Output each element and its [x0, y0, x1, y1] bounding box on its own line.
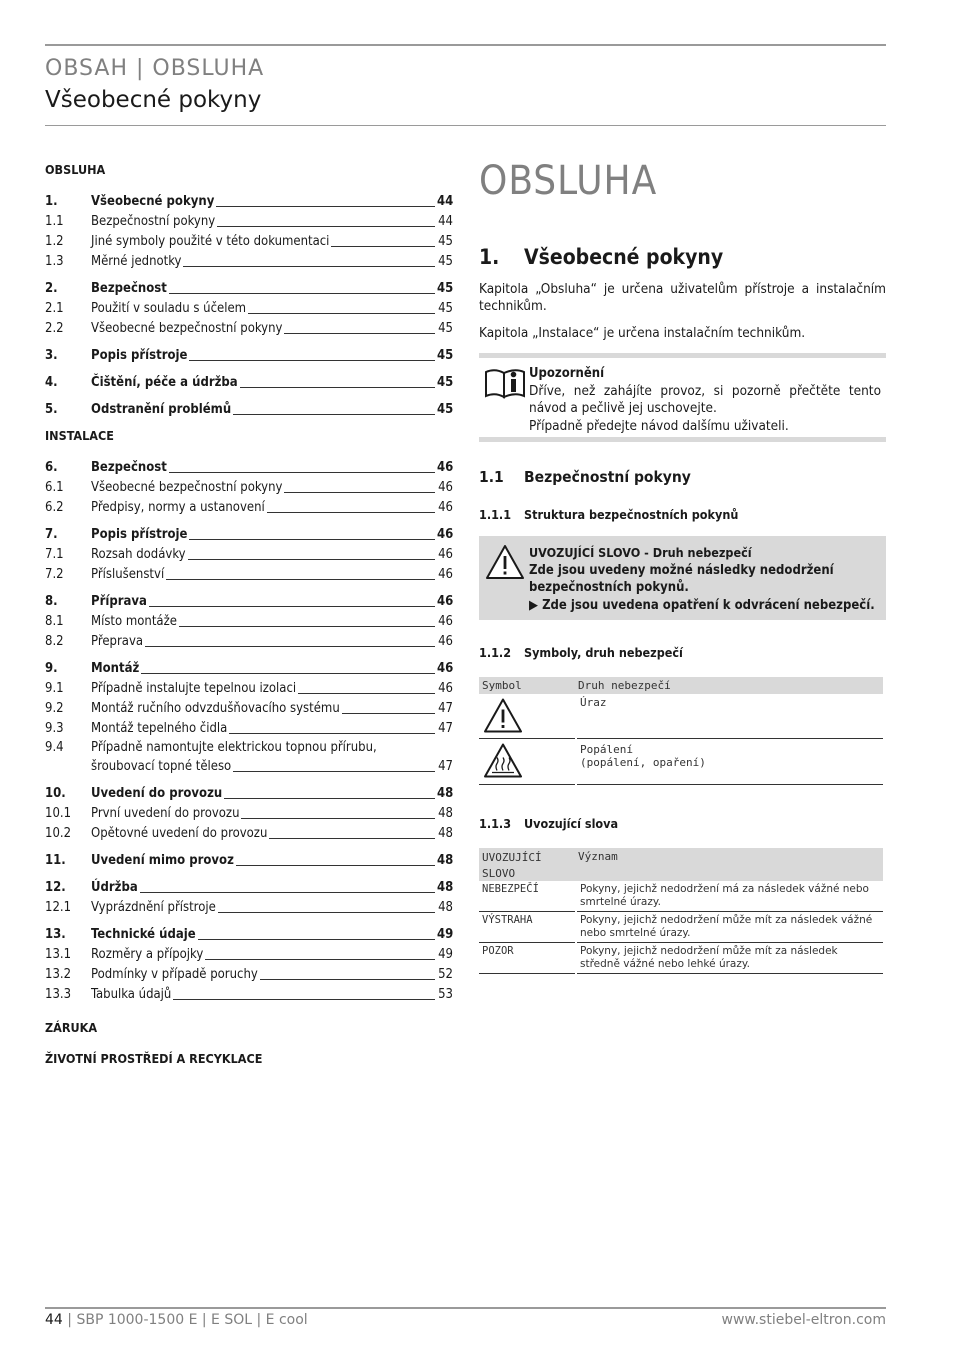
toc-leader — [166, 579, 435, 580]
toc-number: 10.2 — [45, 826, 72, 841]
toc-number: 10. — [45, 786, 66, 801]
toc-leader — [248, 313, 435, 314]
table-row — [479, 739, 883, 785]
toc-page: 46 — [437, 661, 454, 676]
toc-leader — [284, 492, 435, 493]
toc-entry[interactable] — [45, 497, 453, 517]
toc-title: Případně instalujte tepelnou izolaci — [91, 681, 297, 696]
toc-number: 8.1 — [45, 614, 64, 629]
toc-page: 45 — [438, 234, 453, 249]
toc-entry[interactable] — [45, 591, 453, 611]
toc-leader — [183, 266, 435, 267]
toc-leader — [269, 838, 435, 839]
heading-text: Uvozující slova — [524, 816, 619, 831]
toc-number: 13.1 — [45, 947, 72, 962]
hazard-text: Úraz — [580, 696, 607, 709]
table-cell — [577, 694, 883, 739]
toc-leader — [218, 912, 435, 913]
toc-page: 46 — [438, 681, 453, 696]
toc-title: Použití v souladu s účelem — [91, 301, 247, 316]
toc-entry[interactable] — [45, 984, 453, 1004]
toc-number: 9.2 — [45, 701, 64, 716]
toc-number: 11. — [45, 853, 66, 868]
toc-leader — [224, 798, 435, 799]
toc-entry[interactable] — [45, 524, 453, 544]
toc-page: 53 — [438, 987, 453, 1002]
warning-triangle-icon — [485, 544, 525, 580]
toc-leader — [169, 472, 435, 473]
toc-page: 46 — [437, 527, 454, 542]
book-info-icon — [483, 366, 527, 400]
toc-leader — [217, 226, 435, 227]
toc-entry[interactable] — [45, 211, 453, 231]
table-header-cell: Symbol — [482, 679, 522, 692]
toc-entry[interactable] — [45, 738, 453, 776]
toc-title: Čištění, péče a údržba — [91, 375, 238, 390]
toc-title: Opětovné uvedení do provozu — [91, 826, 268, 841]
toc-number: 8.2 — [45, 634, 64, 649]
toc-number: 1.3 — [45, 254, 64, 269]
footer-left — [45, 1312, 308, 1328]
header-line: SLOVO — [482, 867, 516, 880]
signal-word: POZOR — [479, 943, 575, 974]
toc-number: 12.1 — [45, 900, 72, 915]
toc-title: Montáž — [91, 661, 140, 676]
toc-title: Popis přístroje — [91, 348, 188, 363]
toc-title: Bezpečnost — [91, 281, 167, 296]
toc-number: 6. — [45, 460, 58, 475]
heading-number: 1.1 — [479, 468, 504, 486]
toc-number: 8. — [45, 594, 58, 609]
toc-entry[interactable] — [45, 251, 453, 271]
table-header — [479, 848, 883, 881]
toc-entry[interactable] — [45, 877, 453, 897]
table-row — [479, 881, 883, 912]
toc-leader — [233, 771, 435, 772]
chapter-title: OBSLUHA — [479, 158, 658, 204]
toc-entry[interactable] — [45, 345, 453, 365]
heading-3-signal-words — [479, 816, 618, 831]
toc-page: 47 — [438, 721, 453, 736]
toc-leader — [342, 713, 435, 714]
toc-page: 48 — [438, 826, 453, 841]
toc-title: Podmínky v případě poruchy — [91, 967, 258, 982]
warning-box — [479, 536, 886, 620]
product-name: | SBP 1000-1500 E | E SOL | E cool — [67, 1312, 308, 1328]
toc-entry[interactable] — [45, 457, 453, 477]
signal-meaning: Pokyny, jejichž nedodržení může mít za následek vážné nebo smrtelné úrazy. — [577, 912, 883, 943]
note-text-1: Dříve, než zahájíte provoz, si pozorně přečtěte tento návod a pečlivě jej uschovejte. — [529, 382, 881, 416]
paragraph-2: Kapitola „Instalace“ je určena instalačním technikům. — [479, 325, 806, 341]
toc-page: 46 — [437, 460, 454, 475]
toc-entry[interactable] — [45, 718, 453, 738]
toc-number: 13.2 — [45, 967, 72, 982]
heading-text: Bezpečnostní pokyny — [524, 468, 691, 486]
table-cell — [479, 694, 575, 739]
footer-rule — [45, 1307, 886, 1309]
toc-entry[interactable] — [45, 783, 453, 803]
toc-page: 44 — [438, 214, 453, 229]
toc-number: 3. — [45, 348, 58, 363]
toc-entry[interactable] — [45, 399, 453, 419]
toc-number: 6.1 — [45, 480, 64, 495]
toc-page: 45 — [437, 402, 454, 417]
toc-page: 46 — [438, 547, 453, 562]
header-line: UVOZUJÍCÍ — [482, 851, 542, 864]
toc-leader — [179, 626, 435, 627]
toc-leader — [229, 733, 435, 734]
toc-entry[interactable] — [45, 318, 453, 338]
toc-number: 7.1 — [45, 547, 64, 562]
toc-page: 45 — [437, 348, 454, 363]
toc-leader — [145, 646, 435, 647]
toc-title: Rozměry a přípojky — [91, 947, 204, 962]
toc-entry[interactable] — [45, 658, 453, 678]
toc-title: Uvedení mimo provoz — [91, 853, 234, 868]
toc-leader — [240, 387, 435, 388]
toc-leader — [298, 693, 435, 694]
toc-leader — [149, 606, 435, 607]
toc-title: Případně namontujte elektrickou topnou přírubu, — [91, 740, 377, 755]
toc-number: 9.1 — [45, 681, 64, 696]
toc-entry[interactable] — [45, 803, 453, 823]
toc-title: Údržba — [91, 880, 138, 895]
toc-section-obsluha: OBSLUHA — [45, 162, 106, 177]
toc-entry[interactable] — [45, 231, 453, 251]
toc-number: 9.4 — [45, 740, 64, 755]
note-box — [479, 353, 886, 442]
toc-page: 48 — [437, 853, 454, 868]
toc-entry[interactable] — [45, 298, 453, 318]
toc-title: Přeprava — [91, 634, 144, 649]
toc-number: 7. — [45, 527, 58, 542]
toc-page: 48 — [437, 880, 454, 895]
hazard-text: Popálení — [580, 743, 633, 756]
toc-title: Příslušenství — [91, 567, 165, 582]
toc-number: 1.2 — [45, 234, 64, 249]
toc-number: 6.2 — [45, 500, 64, 515]
toc-entry[interactable] — [45, 191, 453, 211]
toc-entry[interactable] — [45, 924, 453, 944]
toc-page: 48 — [438, 900, 453, 915]
toc-leader — [216, 206, 435, 207]
toc-leader — [141, 673, 435, 674]
toc-leader — [233, 414, 435, 415]
toc-page: 46 — [437, 594, 454, 609]
toc-leader — [236, 865, 435, 866]
header-section-title: OBSAH | OBSLUHA — [45, 56, 265, 81]
toc-title: Odstranění problémů — [91, 402, 232, 417]
heading-3-structure — [479, 507, 738, 522]
toc-section-environment: ŽIVOTNÍ PROSTŘEDÍ A RECYKLACE — [45, 1051, 263, 1066]
toc-number: 1.1 — [45, 214, 64, 229]
toc-entry[interactable] — [45, 564, 453, 584]
toc-title: Předpisy, normy a ustanovení — [91, 500, 265, 515]
toc-page: 49 — [438, 947, 453, 962]
toc-leader — [189, 360, 435, 361]
heading-number: 1.1.2 — [479, 645, 512, 660]
table-cell — [577, 739, 883, 785]
toc-title: Tabulka údajů — [91, 987, 172, 1002]
toc-leader — [198, 939, 435, 940]
toc-page: 46 — [438, 614, 453, 629]
page-number: 44 — [45, 1312, 63, 1328]
toc-leader — [284, 333, 435, 334]
hazard-text-detail: (popálení, opaření) — [580, 756, 706, 769]
table-header-cell: Význam — [578, 850, 618, 863]
table-header-cell — [479, 848, 575, 881]
toc-entry[interactable] — [45, 964, 453, 984]
toc-title-continued: šroubovací topné těleso — [91, 759, 232, 774]
heading-text: Symboly, druh nebezpečí — [524, 645, 683, 660]
toc-number: 1. — [45, 194, 58, 209]
heading-text: Struktura bezpečnostních pokynů — [524, 507, 739, 522]
toc-page: 46 — [438, 480, 453, 495]
warning-action: ▶ Zde jsou uvedena opatření k odvrácení nebezpečí. — [529, 597, 875, 613]
toc-title: Místo montáže — [91, 614, 177, 629]
toc-page: 44 — [437, 194, 454, 209]
header-page-title: Všeobecné pokyny — [45, 87, 262, 113]
toc-page: 45 — [438, 301, 453, 316]
table-of-contents — [45, 160, 453, 1073]
toc-title: Montáž tepelného čidla — [91, 721, 228, 736]
toc-page: 49 — [437, 927, 454, 942]
toc-entry[interactable] — [45, 698, 453, 718]
toc-number: 5. — [45, 402, 58, 417]
table-row — [479, 943, 883, 974]
toc-entry[interactable] — [45, 850, 453, 870]
warning-triangle-icon — [483, 697, 523, 734]
toc-title: Příprava — [91, 594, 147, 609]
toc-leader — [260, 979, 435, 980]
toc-page: 46 — [438, 567, 453, 582]
toc-section-zaruka: ZÁRUKA — [45, 1020, 98, 1035]
toc-title: Uvedení do provozu — [91, 786, 223, 801]
toc-leader — [173, 999, 435, 1000]
toc-entry[interactable] — [45, 611, 453, 631]
toc-entry[interactable] — [45, 678, 453, 698]
signal-meaning: Pokyny, jejichž nedodržení může mít za následek středně vážné nebo lehké úrazy. — [577, 943, 883, 974]
toc-page: 45 — [437, 281, 454, 296]
toc-number: 13. — [45, 927, 66, 942]
toc-number: 4. — [45, 375, 58, 390]
table-cell — [479, 739, 575, 785]
toc-entry[interactable] — [45, 477, 453, 497]
table-header-cell: Druh nebezpečí — [578, 679, 671, 692]
toc-page: 45 — [437, 375, 454, 390]
toc-section-instalace: INSTALACE — [45, 428, 114, 443]
toc-leader — [267, 512, 435, 513]
heading-3-symbols — [479, 645, 683, 660]
header-rule-top — [45, 44, 886, 46]
toc-title: První uvedení do provozu — [91, 806, 240, 821]
toc-title: Všeobecné bezpečnostní pokyny — [91, 480, 283, 495]
toc-leader — [189, 539, 435, 540]
signal-word-table — [479, 848, 883, 974]
heading-number: 1.1.3 — [479, 816, 512, 831]
toc-entry[interactable] — [45, 544, 453, 564]
signal-word: NEBEZPEČÍ — [479, 881, 575, 912]
toc-number: 7.2 — [45, 567, 64, 582]
toc-page: 47 — [438, 759, 453, 774]
toc-number: 10.1 — [45, 806, 72, 821]
heading-1 — [479, 245, 723, 269]
symbol-table — [479, 677, 883, 785]
toc-leader — [140, 892, 435, 893]
toc-number: 9. — [45, 661, 58, 676]
toc-title: Jiné symboly použité v této dokumentaci — [91, 234, 330, 249]
footer-url: www.stiebel-eltron.com — [721, 1312, 886, 1328]
signal-meaning: Pokyny, jejichž nedodržení má za následek vážné nebo smrtelné úrazy. — [577, 881, 883, 912]
toc-title: Rozsah dodávky — [91, 547, 186, 562]
toc-entry[interactable] — [45, 897, 453, 917]
toc-entry[interactable] — [45, 372, 453, 392]
toc-page: 46 — [438, 500, 453, 515]
toc-leader — [205, 959, 435, 960]
toc-title: Měrné jednotky — [91, 254, 182, 269]
toc-leader — [331, 246, 435, 247]
heading-2 — [479, 468, 691, 486]
toc-title: Všeobecné bezpečnostní pokyny — [91, 321, 283, 336]
toc-leader — [241, 818, 435, 819]
table-header — [479, 677, 883, 694]
signal-word: VÝSTRAHA — [479, 912, 575, 943]
toc-title: Popis přístroje — [91, 527, 188, 542]
toc-page: 45 — [438, 321, 453, 336]
table-row — [479, 912, 883, 943]
toc-title-block — [91, 738, 453, 776]
toc-title: Všeobecné pokyny — [91, 194, 215, 209]
toc-title: Bezpečnostní pokyny — [91, 214, 216, 229]
header-rule-bottom — [45, 125, 886, 126]
toc-number: 9.3 — [45, 721, 64, 736]
warning-text: Zde jsou uvedeny možné následky nedodržení bezpečnostních pokynů. — [529, 562, 834, 595]
toc-entry[interactable] — [45, 944, 453, 964]
heading-number: 1. — [479, 245, 500, 269]
heading-number: 1.1.1 — [479, 507, 512, 522]
toc-number: 2.1 — [45, 301, 64, 316]
paragraph-1: Kapitola „Obsluha“ je určena uživatelům přístroje a instalačním technikům. — [479, 281, 886, 314]
toc-title: Bezpečnost — [91, 460, 167, 475]
toc-page: 48 — [437, 786, 454, 801]
toc-leader — [169, 293, 435, 294]
toc-page: 52 — [438, 967, 453, 982]
note-text-2: Případně předejte návod dalšímu uživateli. — [529, 417, 789, 434]
toc-number: 2.2 — [45, 321, 64, 336]
toc-number: 12. — [45, 880, 66, 895]
toc-number: 2. — [45, 281, 58, 296]
toc-title: Technické údaje — [91, 927, 196, 942]
toc-entry[interactable] — [45, 278, 453, 298]
toc-page: 48 — [438, 806, 453, 821]
toc-title: Vyprázdnění přístroje — [91, 900, 216, 915]
table-row — [479, 694, 883, 739]
heading-text: Všeobecné pokyny — [524, 245, 724, 269]
toc-title: Montáž ručního odvzdušňovacího systému — [91, 701, 340, 716]
note-title: Upozornění — [529, 366, 605, 381]
toc-page: 47 — [438, 701, 453, 716]
toc-number: 13.3 — [45, 987, 72, 1002]
toc-entry[interactable] — [45, 631, 453, 651]
hot-surface-icon — [483, 742, 523, 779]
toc-leader — [188, 559, 435, 560]
toc-page: 46 — [438, 634, 453, 649]
toc-entry[interactable] — [45, 823, 453, 843]
warning-title: UVOZUJÍCÍ SLOVO - Druh nebezpečí — [529, 545, 752, 560]
toc-page: 45 — [438, 254, 453, 269]
